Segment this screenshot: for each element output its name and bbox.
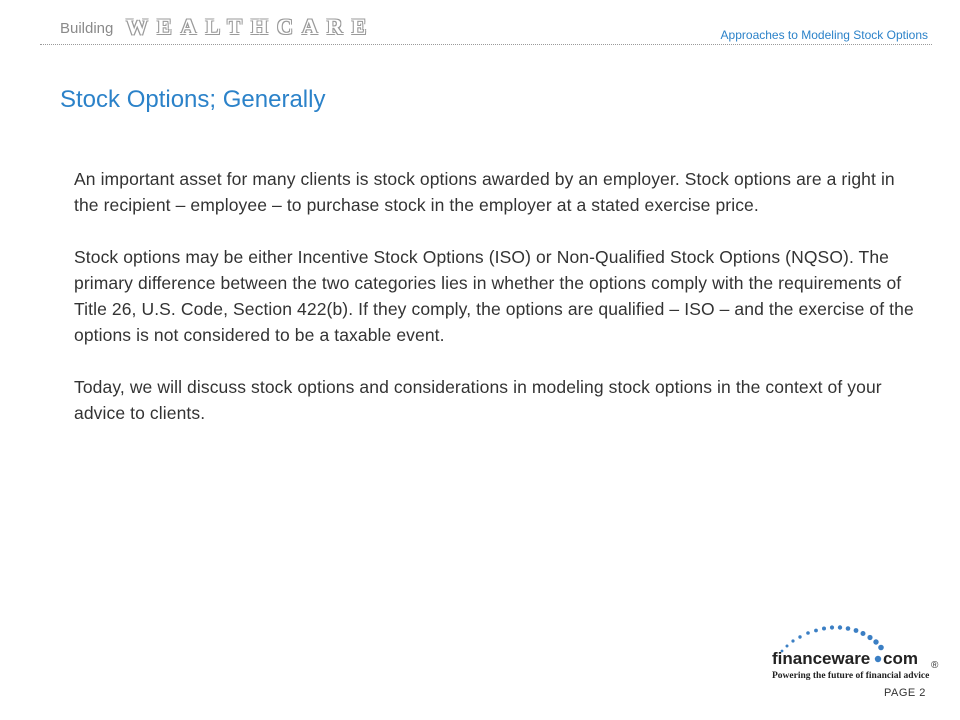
header-divider <box>40 44 932 45</box>
page-number: PAGE 2 <box>884 687 926 699</box>
paragraph-1: An important asset for many clients is stock options awarded by an employer. Stock options are a right in the recipient – employee – to purchase stock in the employer at a stated exercise price. <box>74 169 895 215</box>
section-title: Approaches to Modeling Stock Options <box>720 28 928 42</box>
financeware-logo <box>762 622 942 684</box>
brand-building-label: Building <box>60 20 114 37</box>
wealthcare-logo: WEALTHCARE <box>126 14 376 39</box>
body-content <box>74 166 920 452</box>
registered-mark: ® <box>931 660 939 671</box>
logo-dotcom: com <box>883 649 918 668</box>
paragraph-3: Today, we will discuss stock options and considerations in modeling stock options in the context of your advice to clients. <box>74 377 882 423</box>
page-title: Stock Options; Generally <box>60 86 326 113</box>
logo-tagline: Powering the future of financial advice <box>772 671 930 681</box>
logo-wordmark: financeware <box>772 649 871 668</box>
paragraph-2: Stock options may be either Incentive Stock Options (ISO) or Non-Qualified Stock Options (NQSO). The primary difference between the two categories lies in whether the options comply with the requirements of Title 26, U.S. Code, Section 422(b). If they comply, the options are qualified – ISO – and the exercise of the options is not considered to be a taxable event. <box>74 247 914 345</box>
